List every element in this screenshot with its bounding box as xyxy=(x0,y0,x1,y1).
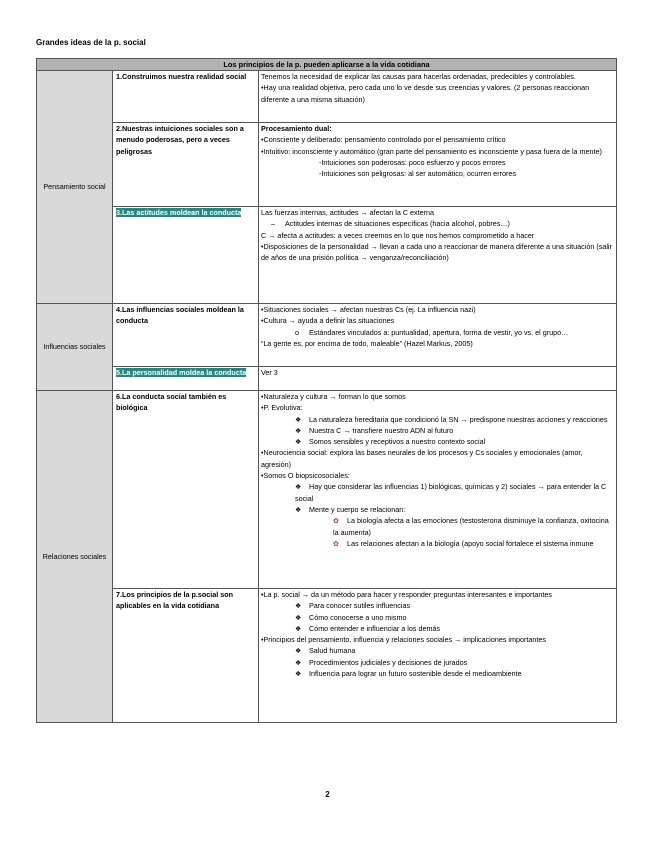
dash-bullet-icon: – xyxy=(271,219,275,229)
topic-5 xyxy=(113,367,259,391)
line xyxy=(261,645,614,656)
highlighted-topic: 5.La personalidad moldea la conducta xyxy=(116,368,247,377)
line-text: Actitudes internas de situaciones específicas (hacia alcohol, pobres…) xyxy=(285,219,510,229)
diamond-bullet-icon: ❖ xyxy=(295,646,302,656)
highlighted-topic: 3.Las actitudes moldean la conducta xyxy=(116,208,242,217)
line: Procesamiento dual: xyxy=(261,124,332,133)
content-2 xyxy=(259,123,617,207)
line: Ver 3 xyxy=(261,368,278,377)
line xyxy=(261,436,614,447)
line: •La p. social → da un método para hacer y responder preguntas interesantes e importantes xyxy=(261,590,552,599)
line: -Intuiciones son peligrosas: al ser automático, ocurren errores xyxy=(319,169,516,179)
line xyxy=(261,668,614,679)
line xyxy=(261,600,614,611)
category-pensamiento-social: Pensamiento social xyxy=(37,71,113,304)
line-text: Las relaciones afectan a la biología (apoyo social fortalece el sistema inmune xyxy=(347,538,594,548)
line: •Intuitivo: inconsciente y automático (gran parte del pensamiento es inconsciente y pasa fuera de la mente) xyxy=(261,146,602,156)
content-7 xyxy=(259,589,617,723)
content-1 xyxy=(259,71,617,123)
line-text: Para conocer sutiles influencias xyxy=(309,601,411,611)
line xyxy=(261,612,614,623)
line xyxy=(261,425,614,436)
topic-4: 4.Las influencias sociales moldean la conducta xyxy=(113,304,259,367)
line-text: La naturaleza hereditaria que condicionó la SN → predispone nuestras acciones y reacciones xyxy=(309,414,608,424)
topic-1: 1.Construimos nuestra realidad social xyxy=(113,71,259,123)
line: •Situaciones sociales → afectan nuestras Cs (ej. La influencia nazi) xyxy=(261,305,476,314)
diamond-bullet-icon: ❖ xyxy=(295,425,302,435)
line: •Neurociencia social: explora las bases neurales de los procesos y Cs sociales y emocionales (amor, agresión) xyxy=(261,448,583,469)
line-text: Somos sensibles y receptivos a nuestro contexto social xyxy=(309,437,486,447)
topic-6: 6.La conducta social también es biológica xyxy=(113,391,259,589)
line xyxy=(261,481,614,504)
line-text: Salud humana xyxy=(309,646,356,656)
diamond-bullet-icon: ❖ xyxy=(295,612,302,622)
diamond-bullet-icon: ❖ xyxy=(295,669,302,679)
line-text: Estándares vinculados a: puntualidad, apertura, forma de vestir, yo vs. el grupo… xyxy=(309,327,569,337)
page-number: 2 xyxy=(325,790,330,799)
content-5 xyxy=(259,367,617,391)
line xyxy=(261,327,614,338)
topic-2: 2.Nuestras intuiciones sociales son a menudo poderosas, pero a veces peligrosas xyxy=(113,123,259,207)
line: •Somos O biopsicosociales: xyxy=(261,471,350,481)
line xyxy=(261,414,614,425)
line: •P. Evolutiva: xyxy=(261,403,303,413)
line xyxy=(261,538,614,549)
line-text: Nuestra C → transfiere nuestro ADN al futuro xyxy=(309,425,454,435)
line: •Disposiciones de la personalidad → llevan a cada uno a reaccionar de manera diferente a una situación (salir de años de una prisión política → venganza/reconciliación) xyxy=(261,241,612,263)
diamond-bullet-icon: ❖ xyxy=(295,623,302,633)
table-header: Los principios de la p. pueden aplicarse a la vida cotidiana xyxy=(37,59,617,71)
line: •Cultura → ayuda a definir las situaciones xyxy=(261,316,395,326)
diamond-bullet-icon: ❖ xyxy=(295,601,302,611)
document-title: Grandes ideas de la p. social xyxy=(36,38,146,47)
topic-3 xyxy=(113,207,259,304)
line: -Intuiciones son poderosas: poco esfuerzo y pocos errores xyxy=(319,157,506,167)
diamond-bullet-icon: ❖ xyxy=(295,504,302,514)
diamond-bullet-icon: ❖ xyxy=(295,482,302,492)
content-4 xyxy=(259,304,617,367)
line: Las fuerzas internas, actitudes → afectan la C externa xyxy=(261,208,434,217)
content-6 xyxy=(259,391,617,589)
line: •Principios del pensamiento, influencia y relaciones sociales → implicaciones importantes xyxy=(261,635,546,645)
line-text: Cómo entender e influenciar a los demás xyxy=(309,623,441,633)
diamond-bullet-icon: ❖ xyxy=(295,437,302,447)
line-text: Influencia para lograr un futuro sostenible desde el medioambiente xyxy=(309,669,522,679)
line-text: Mente y cuerpo se relacionan: xyxy=(309,504,406,514)
line-text: Hay que considerar las influencias 1) biológicas, químicas y 2) sociales → para entender la C social xyxy=(295,482,607,503)
line xyxy=(261,657,614,668)
line-text: Cómo conocerse a uno mismo xyxy=(309,612,407,622)
line: •Hay una realidad objetiva, pero cada uno lo ve desde sus creencias y valores. (2 personas reaccionan diferente a una misma situación) xyxy=(261,83,590,104)
diamond-bullet-icon: ❖ xyxy=(295,414,302,424)
content-3 xyxy=(259,207,617,304)
principles-table xyxy=(36,58,617,723)
line xyxy=(261,623,614,634)
line-text: La biología afecta a las emociones (testosterona disminuye la confianza, oxitocina la aumenta) xyxy=(333,516,609,537)
category-influencias-sociales: Influencias sociales xyxy=(37,304,113,391)
line: •Consciente y deliberado: pensamiento controlado por el pensamiento crítico xyxy=(261,135,506,145)
line: C → afecta a actitudes: a veces creemos en lo que nos hemos comprometido a hacer xyxy=(261,230,535,240)
category-relaciones-sociales: Relaciones sociales xyxy=(37,391,113,723)
line: “La gente es, por encima de todo, maleable” (Hazel Markus, 2005) xyxy=(261,338,473,348)
line xyxy=(261,504,614,515)
line: Tenemos la necesidad de explicar las causas para hacerlas ordenadas, predecibles y controlables. xyxy=(261,72,576,81)
line xyxy=(261,218,614,229)
flower-bullet-icon: ✿ xyxy=(333,538,340,548)
flower-bullet-icon: ✿ xyxy=(333,516,340,526)
topic-7: 7.Los principios de la p.social son aplicables en la vida cotidiana xyxy=(113,589,259,723)
circle-bullet-icon: o xyxy=(295,327,299,337)
line-text: Procedimientos judiciales y decisiones de jurados xyxy=(309,657,468,667)
diamond-bullet-icon: ❖ xyxy=(295,657,302,667)
line: •Naturaleza y cultura → forman lo que somos xyxy=(261,392,406,401)
line xyxy=(261,515,614,538)
